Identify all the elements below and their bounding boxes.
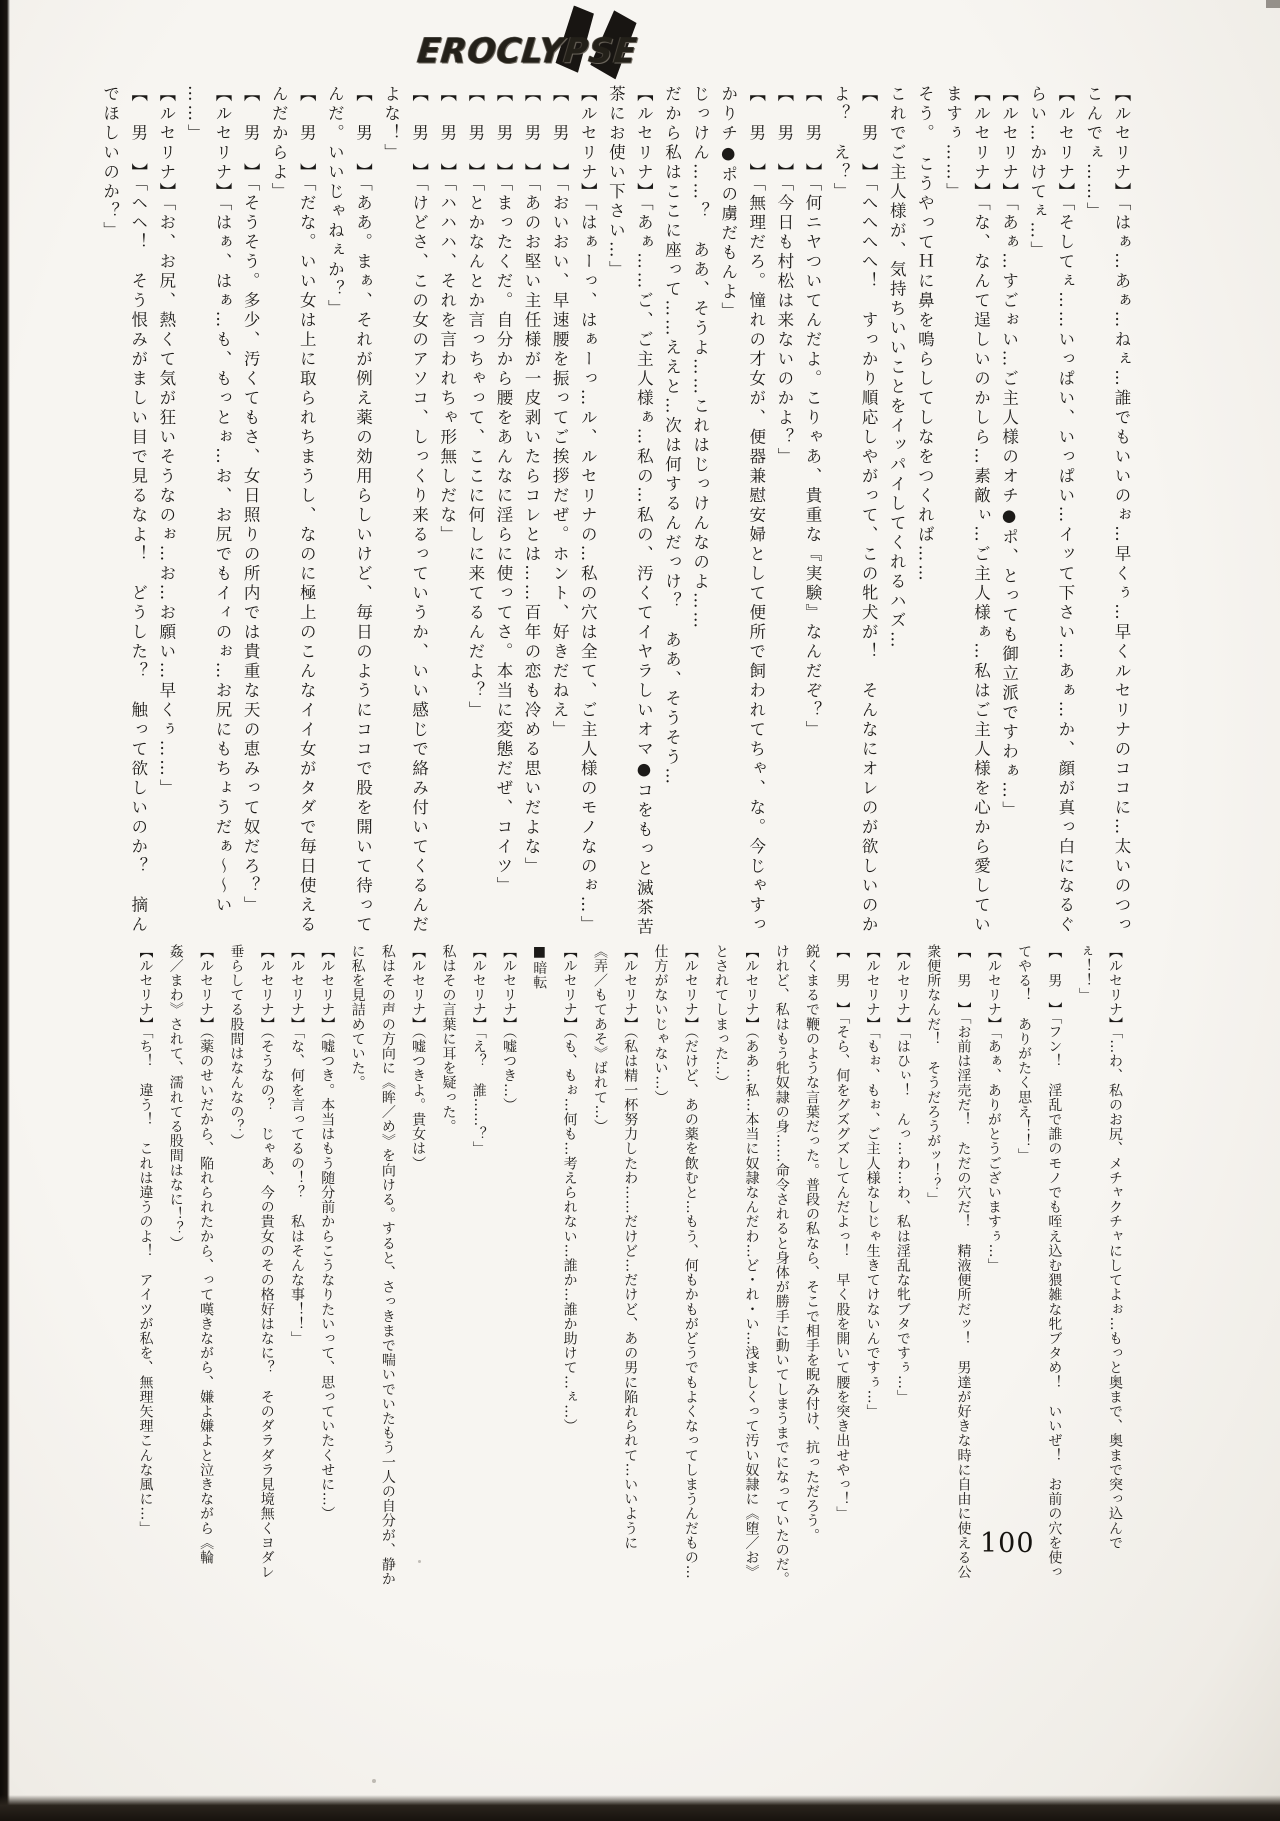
text-line: でほしいのか？」 — [100, 85, 120, 241]
text-line: 【 男 】「けどさ、この女のアソコ、しっくり来るっていうか、いい感じで絡み付いてくるんだ — [409, 85, 429, 935]
text-line: に私を見詰めていた。 — [349, 944, 366, 1090]
bottom-text-block — [68, 944, 1130, 1620]
text-line: 【 男 】「今日も村松は来ないのかよ？」 — [774, 85, 794, 467]
text-line: 【ルセリナ】「お、お尻、熱くて気が狂いそうなのぉ…お…お願い…早くぅ……」 — [156, 85, 176, 799]
text-line: 【 男 】「へへへへ！ すっかり順応しやがって、この牝犬が！ そんなにオレのが欲しいのか — [859, 85, 879, 935]
scan-artifact — [1266, 0, 1280, 8]
text-line: 衆便所なんだ！ そうだろうがッ！？」 — [925, 944, 942, 1207]
text-line: 【 男 】「ハハハ、それを言われちゃ形無しだな」 — [437, 85, 457, 545]
text-line: ますぅ……」 — [943, 85, 963, 202]
text-line: 【 男 】「あのお堅い主任様が一皮剥いたらコレとは……百年の恋も冷める思いだよな」 — [522, 85, 542, 877]
text-line: 【ルセリナ】（だけど、あの薬を飲むと…もう、何もかもがどうでもよくなってしまうんだもの… — [682, 944, 699, 1580]
text-line: 【 男 】「まったくだ。自分から腰をあんなに淫らに使ってさ。本当に変態だぜ、コイツ」 — [493, 85, 513, 896]
text-line: 【 男 】「ああ。まぁ、それが例え薬の効用らしいけど、毎日のようにココで股を開いて待って — [353, 85, 373, 935]
text-line: とされてしまった…） — [713, 944, 730, 1090]
text-line: 【ルセリナ】「はぁ、はぁ…も、もっとぉ…お、お尻でもイィのぉ…お尻にもちょうだぁ～～い — [213, 85, 232, 916]
logo-title: EROCLYPSE — [415, 30, 640, 71]
text-line: 私はその言葉に耳を疑った。 — [440, 944, 457, 1134]
text-line: 【ルセリナ】「そしてぇ……いっぱい、いっぱい…イッて下さい…あぁ…か、顔が真っ白になるぐ — [1055, 85, 1075, 935]
text-line: 【ルセリナ】「な、何を言ってるの！？ 私はそんな事！！」 — [288, 944, 305, 1346]
text-line: 【ルセリナ】（嘘つき…） — [501, 944, 518, 1113]
page-number: 100 — [980, 1528, 1035, 1559]
text-line: 垂らしてる股間はなんなの？） — [228, 944, 245, 1149]
text-line: 【 男 】「そら、何をグズグズしてんだよっ！ 早く股を開いて腰を突き出せやっ！」 — [834, 944, 851, 1521]
text-line: 【ルセリナ】（薬のせいだから、陥れられたから、って嘆きながら、嫌よ嫌よと泣きながら《輪 — [198, 944, 215, 1565]
text-line: 【ルセリナ】「はぁーっ、はぁーっ…ル、ルセリナの…私の穴は全て、ご主人様のモノなのぉ…」 — [578, 85, 598, 935]
text-line: 【ルセリナ】（そうなの？ じゃあ、今の貴女のその格好はなに？ そのダラダラ見境無くヨダレ — [258, 944, 275, 1580]
text-line: 【 男 】「そうそう。多少、汚くてもさ、女日照りの所内では貴重な天の恵みって奴だろ？」 — [241, 85, 261, 916]
text-line: 【ルセリナ】「ち！ 違う！ これは違うのよ！ アイツが私を、無理矢理こんな風に…」 — [137, 944, 154, 1536]
text-line: これでご主人様が、気持ちいいことをイッパイしてくれるハズ… — [887, 85, 907, 651]
text-line: かりチ●ポの虜だもんよ」 — [718, 85, 738, 322]
text-line: そう。 こうやってＨに鼻を鳴らしてしなをつくれば…… — [915, 85, 935, 584]
scan-edge-bottom — [0, 1795, 1280, 1821]
top-text-block — [93, 85, 1135, 953]
text-line: 【ルセリナ】（嘘つき。本当はもう随分前からこうなりたいって、思っていたくせに…） — [319, 944, 336, 1521]
scan-edge-left — [0, 0, 10, 1821]
text-line: ■暗転 — [531, 944, 548, 990]
text-line: 【ルセリナ】「な、なんて逞しいのかしら…素敵ぃ…ご主人様ぁ…私はご主人様を心から愛してい — [971, 85, 991, 935]
text-line: 【 男 】「だな。いい女は上に取られちまうし、なのに極上のこんなイイ女がタダで毎日使える — [297, 85, 317, 935]
text-line: てやる！ ありがたく思え！！」 — [1016, 944, 1033, 1163]
text-line: ……」 — [184, 85, 204, 144]
text-line: 【ルセリナ】「はぁ…あぁ…ねぇ…誰でもいいのぉ…早くぅ…早くルセリナのココに…太いのつっ — [1112, 85, 1131, 935]
text-line: 茶にお使い下さい…」 — [606, 85, 626, 280]
text-line: んだ。いいじゃねぇか？」 — [325, 85, 345, 319]
text-line: 【ルセリナ】「…わ、私のお尻、メチャクチャにしてよぉ…もっと奥まで、奥まで突っ込んで — [1107, 944, 1123, 1551]
text-line: 【 男 】「ヘヘ！ そう恨みがましい目で見るなよ！ どうした？ 触って欲しいのか？ 摘ん — [128, 85, 148, 935]
text-line: 【ルセリナ】（私は精一杯努力したわ……だけど…だけど、あの男に陥れられて…いいように — [622, 944, 639, 1551]
text-line: 【ルセリナ】「え？ 誰……？」 — [470, 944, 487, 1156]
text-line: けれど、私はもう牝奴隷の身……命令されると身体が勝手に動いてしまうまでになっていたのだ。 — [773, 944, 790, 1587]
text-line: 《弄／もてあそ》ばれて…） — [591, 944, 608, 1134]
text-line: んだからよ」 — [269, 85, 289, 202]
text-line: 鋭くまるで鞭のような言葉だった。普段の私なら、そこで相手を睨み付け、抗っただろう。 — [804, 944, 821, 1543]
text-line: 【ルセリナ】「もぉ、もぉ、ご主人様なしじゃ生きてけないんですぅ…」 — [864, 944, 881, 1419]
text-line: 【 男 】「おいおい、早速腰を振ってご挨拶だぜ。ホント、好きだねえ」 — [550, 85, 570, 740]
text-line: 【ルセリナ】「はひぃ！ んっ…わ…わ、私は淫乱な牝ブタですぅ…」 — [894, 944, 911, 1405]
scan-speck — [372, 1779, 376, 1783]
text-line: こんでぇ……」 — [1083, 85, 1103, 222]
text-line: 【 男 】「何ニヤついてんだよ。こりゃあ、貴重な『実験』なんだぞ？」 — [802, 85, 822, 740]
eroclypse-logo — [415, 8, 668, 80]
scan-speck — [418, 1560, 421, 1563]
text-line: 姦／まわ》されて、濡れてる股間はなに！？） — [167, 944, 184, 1251]
text-line: 【ルセリナ】（嘘つきよ。貴女は） — [410, 944, 427, 1171]
text-line: ぇ！！」 — [1076, 944, 1093, 1003]
text-line: よ？ え？」 — [831, 85, 851, 202]
text-line: 【 男 】「お前は淫売だ！ ただの穴だ！ 精液便所だッ！ 男達が好きな時に自由に使える公 — [955, 944, 972, 1580]
text-line: 【 男 】「無理だろ。憧れの才女が、便器兼慰安婦として便所で飼われてちゃ、な。今じゃすっ — [746, 85, 766, 935]
text-line: 【ルセリナ】「あぁ、ありがとうございますぅ…」 — [985, 944, 1002, 1273]
text-line: 【ルセリナ】「あぁ……ご、ご主人様ぁ…私の…私の、汚くてイヤラしいオマ●コをもっと滅茶苦 — [634, 85, 654, 938]
text-line: 仕方がないじゃない…） — [652, 944, 669, 1105]
text-line: じっけん……？ ああ、そうよ……これはじっけんなのよ…… — [690, 85, 710, 631]
text-line: らい…かけてぇ…」 — [1027, 85, 1047, 261]
text-line: 【 男 】「フン！ 淫乱で誰のモノでも咥え込む猥雑な牝ブタめ！ いいぜ！ お前の穴を使っ — [1046, 944, 1063, 1580]
text-line: 【ルセリナ】（ああ…私…本当に奴隷なんだわ…ど・れ・い…浅ましくって汚い奴隷に《堕／お》 — [743, 944, 760, 1580]
text-line: 【 男 】「とかなんとか言っちゃって、ここに何しに来てるんだよ？」 — [465, 85, 485, 721]
text-line: だから私はここに座って……ええと…次は何するんだっけ？ ああ、そうそう… — [662, 85, 682, 787]
text-line: 【ルセリナ】「あぁ…すごぉい…ご主人様のオチ●ポ、とっても御立派ですわぁ…」 — [999, 85, 1019, 821]
text-line: 私はその声の方向に《眸／め》を向ける。すると、さっきまで喘いでいたもう一人の自分が、静か — [379, 944, 396, 1587]
text-line: よな！」 — [381, 85, 401, 163]
text-line: 【ルセリナ】（も、もぉ…何も…考えられない…誰か…誰か助けて…ぇ…） — [561, 944, 578, 1434]
